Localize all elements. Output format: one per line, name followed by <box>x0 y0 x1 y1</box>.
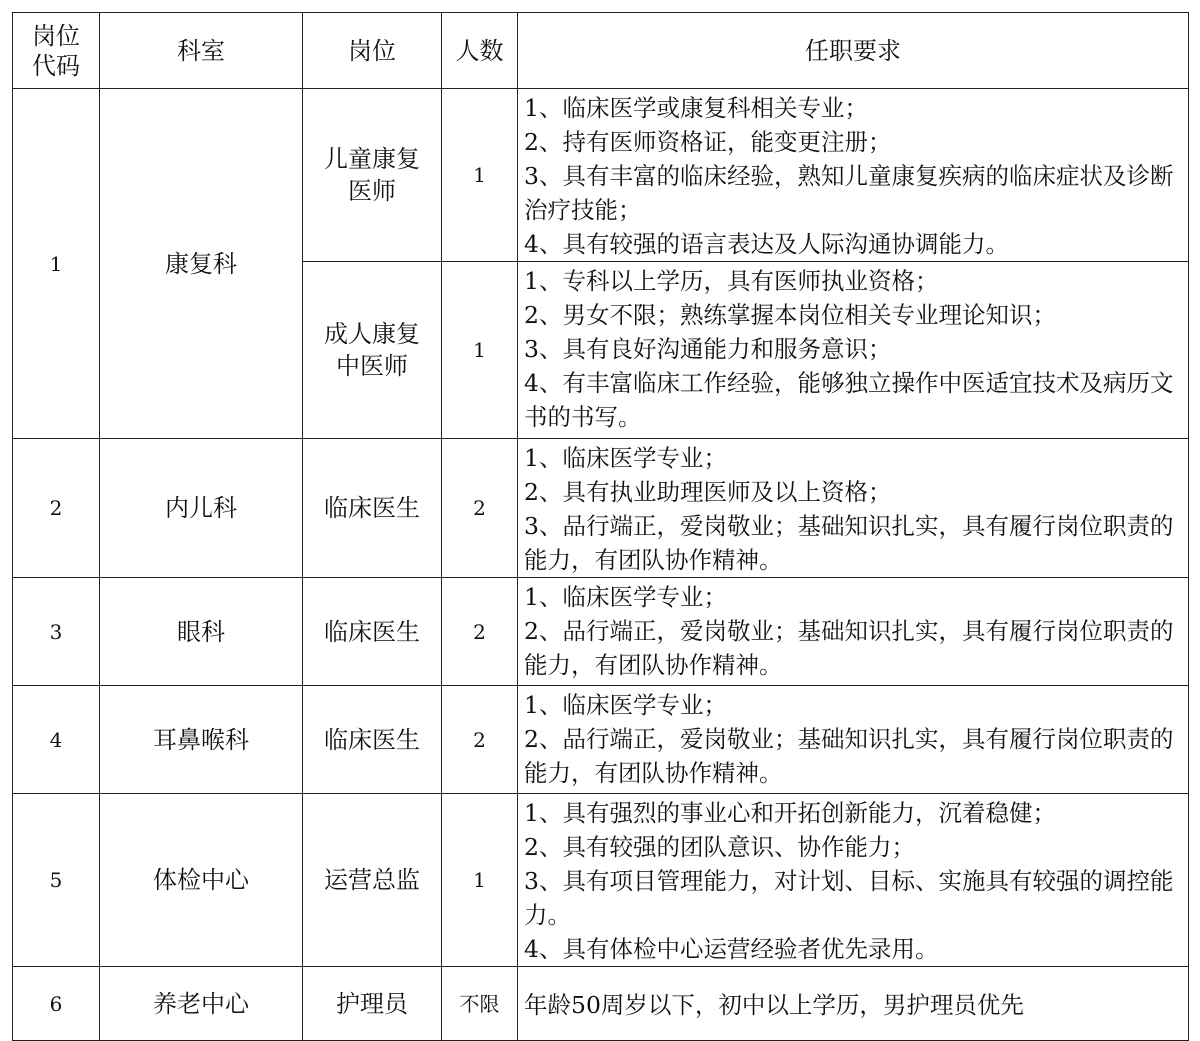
header-position-code: 岗位 代码 <box>13 13 100 89</box>
requirement-item: 1、临床医学专业； <box>524 444 727 472</box>
department-cell: 耳鼻喉科 <box>100 686 303 794</box>
position-code-cell: 4 <box>13 686 100 794</box>
headcount-cell: 1 <box>442 262 518 439</box>
headcount-cell: 不限 <box>442 967 518 1041</box>
headcount-cell: 2 <box>442 439 518 578</box>
requirements-cell <box>518 439 1189 578</box>
position-code-cell: 2 <box>13 439 100 578</box>
header-row <box>13 13 1189 89</box>
job-requirements-sheet <box>12 12 1188 1041</box>
requirement-item: 3、具有项目管理能力，对计划、目标、实施具有较强的调控能力。 <box>524 867 1174 929</box>
header-headcount: 人数 <box>442 13 518 89</box>
requirement-item: 年龄50周岁以下，初中以上学历，男护理员优先 <box>524 990 1024 1019</box>
headcount-cell: 2 <box>442 578 518 686</box>
requirement-item: 1、具有强烈的事业心和开拓创新能力，沉着稳健； <box>524 799 1056 827</box>
table-row <box>13 967 1189 1041</box>
requirements-cell <box>518 262 1189 439</box>
position-line: 临床医生 <box>324 725 420 754</box>
requirement-item: 2、具有较强的团队意识、协作能力； <box>524 833 915 861</box>
table-row <box>13 439 1189 578</box>
department-cell: 眼科 <box>100 578 303 686</box>
table-row <box>13 794 1189 967</box>
requirement-item: 2、品行端正，爱岗敬业；基础知识扎实，具有履行岗位职责的能力，有团队协作精神。 <box>524 617 1174 679</box>
requirement-item: 1、临床医学或康复科相关专业； <box>524 94 868 122</box>
position-line: 运营总监 <box>324 866 420 894</box>
department-cell: 养老中心 <box>100 967 303 1041</box>
requirement-item: 1、临床医学专业； <box>524 583 727 611</box>
headcount-cell: 1 <box>442 89 518 262</box>
position-line: 儿童康复 <box>324 145 420 173</box>
requirement-item: 1、临床医学专业； <box>524 691 727 719</box>
requirement-item: 2、品行端正，爱岗敬业；基础知识扎实，具有履行岗位职责的能力，有团队协作精神。 <box>524 725 1174 787</box>
requirement-item: 2、持有医师资格证，能变更注册； <box>524 128 892 156</box>
requirements-cell <box>518 794 1189 967</box>
headcount-cell: 1 <box>442 794 518 967</box>
department-cell: 体检中心 <box>100 794 303 967</box>
position-code-cell: 5 <box>13 794 100 967</box>
header-department: 科室 <box>100 13 303 89</box>
table-body <box>13 89 1189 1041</box>
position-code-cell: 6 <box>13 967 100 1041</box>
table-row <box>13 686 1189 794</box>
position-line: 医师 <box>348 177 396 205</box>
position-cell <box>303 578 442 686</box>
position-line: 临床医生 <box>324 617 420 646</box>
position-line: 中医师 <box>336 352 408 380</box>
department-cell: 康复科 <box>100 89 303 439</box>
position-cell <box>303 794 442 967</box>
department-cell: 内儿科 <box>100 439 303 578</box>
position-cell <box>303 89 442 262</box>
position-cell <box>303 686 442 794</box>
position-code-cell: 1 <box>13 89 100 439</box>
requirements-cell <box>518 967 1189 1041</box>
requirement-item: 3、具有良好沟通能力和服务意识； <box>524 335 892 363</box>
position-line: 临床医生 <box>324 494 420 522</box>
requirements-cell <box>518 89 1189 262</box>
position-line: 成人康复 <box>324 320 420 348</box>
header-requirements: 任职要求 <box>518 13 1189 89</box>
requirement-item: 3、品行端正，爱岗敬业；基础知识扎实，具有履行岗位职责的能力，有团队协作精神。 <box>524 512 1174 574</box>
requirement-item: 2、男女不限；熟练掌握本岗位相关专业理论知识； <box>524 301 1056 329</box>
position-cell <box>303 439 442 578</box>
job-requirements-table <box>12 12 1189 1041</box>
requirements-cell <box>518 578 1189 686</box>
position-code-cell: 3 <box>13 578 100 686</box>
table-row <box>13 578 1189 686</box>
requirement-item: 1、专科以上学历，具有医师执业资格； <box>524 267 939 295</box>
position-cell <box>303 967 442 1041</box>
table-row <box>13 89 1189 262</box>
requirement-item: 3、具有丰富的临床经验，熟知儿童康复疾病的临床症状及诊断治疗技能； <box>524 162 1174 224</box>
requirements-cell <box>518 686 1189 794</box>
position-cell <box>303 262 442 439</box>
position-line: 护理员 <box>336 989 408 1018</box>
requirement-item: 2、具有执业助理医师及以上资格； <box>524 478 892 506</box>
requirement-item: 4、具有较强的语言表达及人际沟通协调能力。 <box>524 230 1009 258</box>
requirement-item: 4、具有体检中心运营经验者优先录用。 <box>524 935 939 963</box>
headcount-cell: 2 <box>442 686 518 794</box>
header-position: 岗位 <box>303 13 442 89</box>
requirement-item: 4、有丰富临床工作经验，能够独立操作中医适宜技术及病历文书的书写。 <box>524 369 1174 431</box>
